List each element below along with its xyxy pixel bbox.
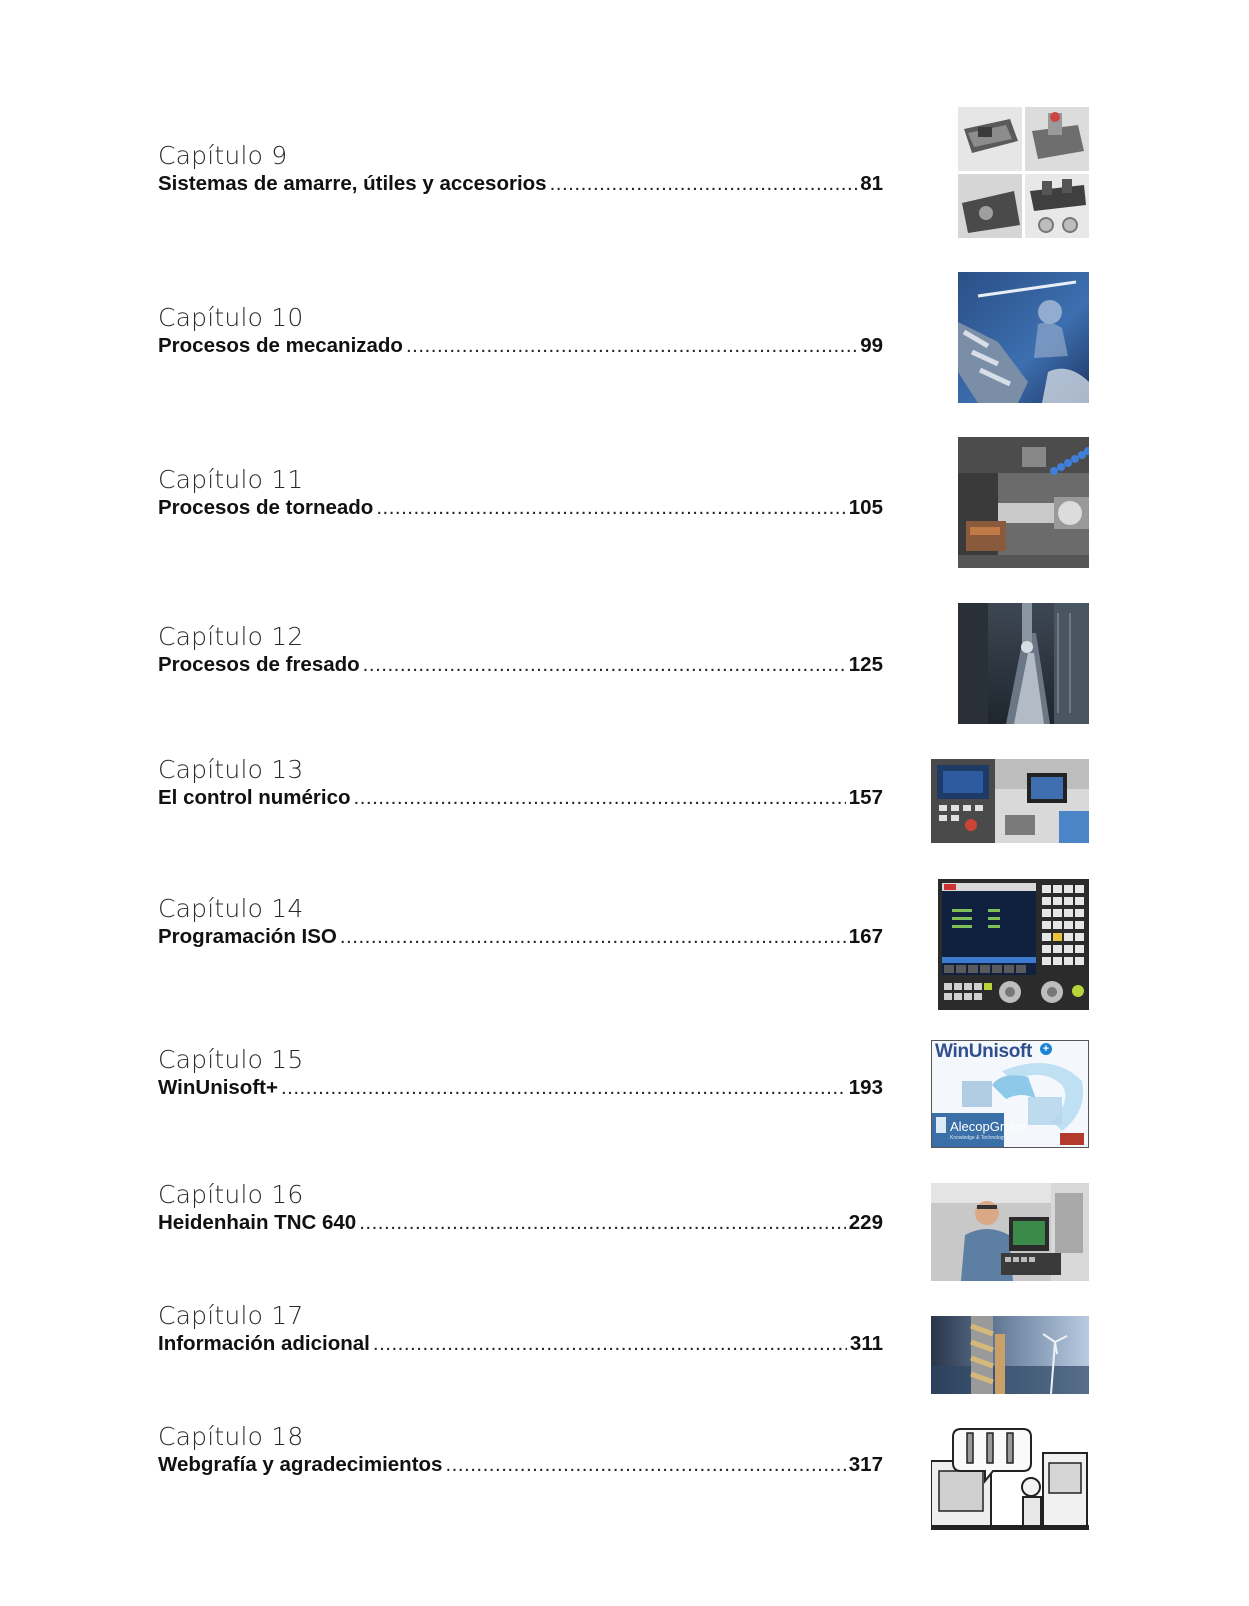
chapter-title: Información adicional xyxy=(158,1332,370,1355)
toc-line xyxy=(158,171,883,197)
chapter-14-thumbnail xyxy=(938,879,1089,1010)
winunisoft-logo: WinUnisoft xyxy=(935,1041,1033,1062)
page-number: 125 xyxy=(848,653,883,676)
chapter-label: Capítulo 16 xyxy=(158,1180,304,1209)
toc-entry-chapter-14[interactable] xyxy=(158,894,883,950)
chapter-title: Webgrafía y agradecimientos xyxy=(158,1453,443,1476)
toc-entry-chapter-18[interactable] xyxy=(158,1422,883,1478)
chapter-15-thumbnail xyxy=(931,1040,1089,1148)
toc-entry-chapter-15[interactable] xyxy=(158,1045,883,1101)
chapter-title: El control numérico xyxy=(158,786,351,809)
page-number: 157 xyxy=(848,786,883,809)
dot-leader xyxy=(354,785,846,811)
alecop-logo-mark xyxy=(936,1117,946,1133)
page-number: 99 xyxy=(860,334,883,357)
chapter-title: WinUnisoft+ xyxy=(158,1076,278,1099)
toc-entry-chapter-12[interactable] xyxy=(158,622,883,678)
toc-line xyxy=(158,495,883,521)
page-number: 167 xyxy=(848,925,883,948)
page-number: 317 xyxy=(848,1453,883,1476)
toc-entry-chapter-17[interactable] xyxy=(158,1301,883,1357)
toc-line xyxy=(158,333,883,359)
dot-leader xyxy=(340,924,846,950)
chapter-label: Capítulo 13 xyxy=(158,755,304,784)
page-number: 81 xyxy=(860,172,883,195)
chapter-label: Capítulo 17 xyxy=(158,1301,304,1330)
toc-entry-chapter-16[interactable] xyxy=(158,1180,883,1236)
chapter-label: Capítulo 9 xyxy=(158,141,288,170)
plus-icon: + xyxy=(1040,1043,1052,1055)
chapter-title: Sistemas de amarre, útiles y accesorios xyxy=(158,172,547,195)
toc-line xyxy=(158,1452,883,1478)
chapter-18-thumbnail xyxy=(931,1427,1089,1530)
page-number: 193 xyxy=(848,1076,883,1099)
chapter-13-thumbnail xyxy=(931,759,1089,843)
alecop-tagline: Knowledge & Technology xyxy=(950,1135,1007,1141)
toc-line xyxy=(158,1075,883,1101)
chapter-9-thumbnail xyxy=(958,107,1089,238)
chapter-label: Capítulo 12 xyxy=(158,622,304,651)
chapter-title: Procesos de torneado xyxy=(158,496,374,519)
alecop-logo: AlecopGroup xyxy=(950,1119,1026,1134)
toc-entry-chapter-11[interactable] xyxy=(158,465,883,521)
chapter-label: Capítulo 15 xyxy=(158,1045,304,1074)
chapter-label: Capítulo 11 xyxy=(158,465,304,494)
toc-line xyxy=(158,1210,883,1236)
page-number: 229 xyxy=(848,1211,883,1234)
chapter-label: Capítulo 10 xyxy=(158,303,304,332)
dot-leader xyxy=(406,333,857,359)
dot-leader xyxy=(359,1210,846,1236)
toc-entry-chapter-9[interactable] xyxy=(158,141,883,197)
chapter-17-thumbnail xyxy=(931,1316,1089,1394)
chapter-16-thumbnail xyxy=(931,1183,1089,1281)
dot-leader xyxy=(550,171,858,197)
toc-line xyxy=(158,924,883,950)
chapter-title: Heidenhain TNC 640 xyxy=(158,1211,357,1234)
toc-line xyxy=(158,785,883,811)
toc-line xyxy=(158,1331,883,1357)
page-number: 105 xyxy=(848,496,883,519)
chapter-11-thumbnail xyxy=(958,437,1089,568)
chapter-label: Capítulo 14 xyxy=(158,894,304,923)
dot-leader xyxy=(281,1075,846,1101)
chapter-12-thumbnail xyxy=(958,603,1089,724)
chapter-title: Procesos de mecanizado xyxy=(158,334,403,357)
page-number: 311 xyxy=(849,1332,883,1355)
dot-leader xyxy=(445,1452,845,1478)
dot-leader xyxy=(373,1331,847,1357)
chapter-title: Programación ISO xyxy=(158,925,337,948)
chapter-10-thumbnail xyxy=(958,272,1089,403)
toc-line xyxy=(158,652,883,678)
chapter-label: Capítulo 18 xyxy=(158,1422,304,1451)
toc-entry-chapter-10[interactable] xyxy=(158,303,883,359)
toc-entry-chapter-13[interactable] xyxy=(158,755,883,811)
dot-leader xyxy=(363,652,846,678)
chapter-title: Procesos de fresado xyxy=(158,653,360,676)
dot-leader xyxy=(376,495,845,521)
